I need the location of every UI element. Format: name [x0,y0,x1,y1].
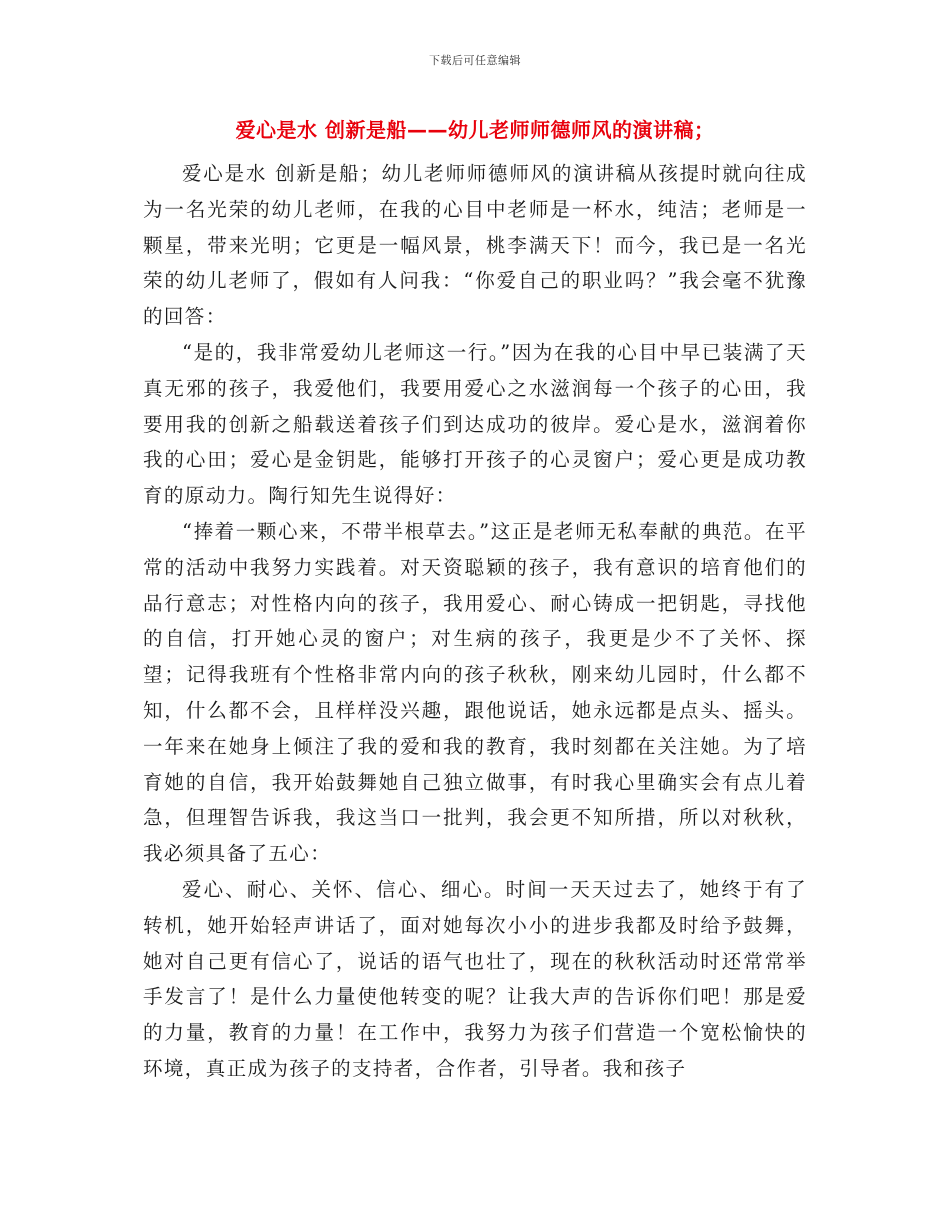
paragraph: “是的，我非常爱幼儿老师这一行。”因为在我的心目中早已装满了天真无邪的孩子，我爱他们，我要用爱心之水滋润每一个孩子的心田，我要用我的创新之船载送着孩子们到达成功的彼岸。爱心是水，滋润着你我的心田；爱心是金钥匙，能够打开孩子的心灵窗户；爱心更是成功教育的原动力。陶行知先生说得好： [143,340,807,508]
document-title: 爱心是水 创新是船——幼儿老师师德师风的演讲稿； [235,118,715,142]
paragraph: 爱心、耐心、关怀、信心、细心。时间一天天过去了，她终于有了转机，她开始轻声讲话了，面对她每次小小的进步我都及时给予鼓舞，她对自己更有信心了，说话的语气也壮了，现在的秋秋活动时还常常举手发言了！是什么力量使他转变的呢？让我大声的告诉你们吧！那是爱的力量，教育的力量！在工作中，我努力为孩子们营造一个宽松愉快的环境，真正成为孩子的支持者，合作者，引导者。我和孩子 [143,877,807,1080]
page-header-note: 下载后可任意编辑 [429,54,521,67]
paragraph: “捧着一颗心来，不带半根草去。”这正是老师无私奉献的典范。在平常的活动中我努力实践着。对天资聪颖的孩子，我有意识的培育他们的品行意志；对性格内向的孩子，我用爱心、耐心铸成一把钥匙，寻找他的自信，打开她心灵的窗户；对生病的孩子，我更是少不了关怀、探望；记得我班有个性格非常内向的孩子秋秋，刚来幼儿园时，什么都不知，什么都不会，且样样没兴趣，跟他说话，她永远都是点头、摇头。一年来在她身上倾注了我的爱和我的教育，我时刻都在关注她。为了培育她的自信，我开始鼓舞她自己独立做事，有时我心里确实会有点儿着急，但理智告诉我，我这当口一批判，我会更不知所措，所以对秋秋，我必须具备了五心： [143,519,807,866]
document-body [143,156,807,1087]
paragraph: 爱心是水 创新是船；幼儿老师师德师风的演讲稿从孩提时就向往成为一名光荣的幼儿老师，在我的心目中老师是一杯水，纯洁；老师是一颗星，带来光明；它更是一幅风景，桃李满天下！而今，我已是一名光荣的幼儿老师了，假如有人问我：“你爱自己的职业吗？”我会毫不犹豫的回答： [143,162,807,329]
